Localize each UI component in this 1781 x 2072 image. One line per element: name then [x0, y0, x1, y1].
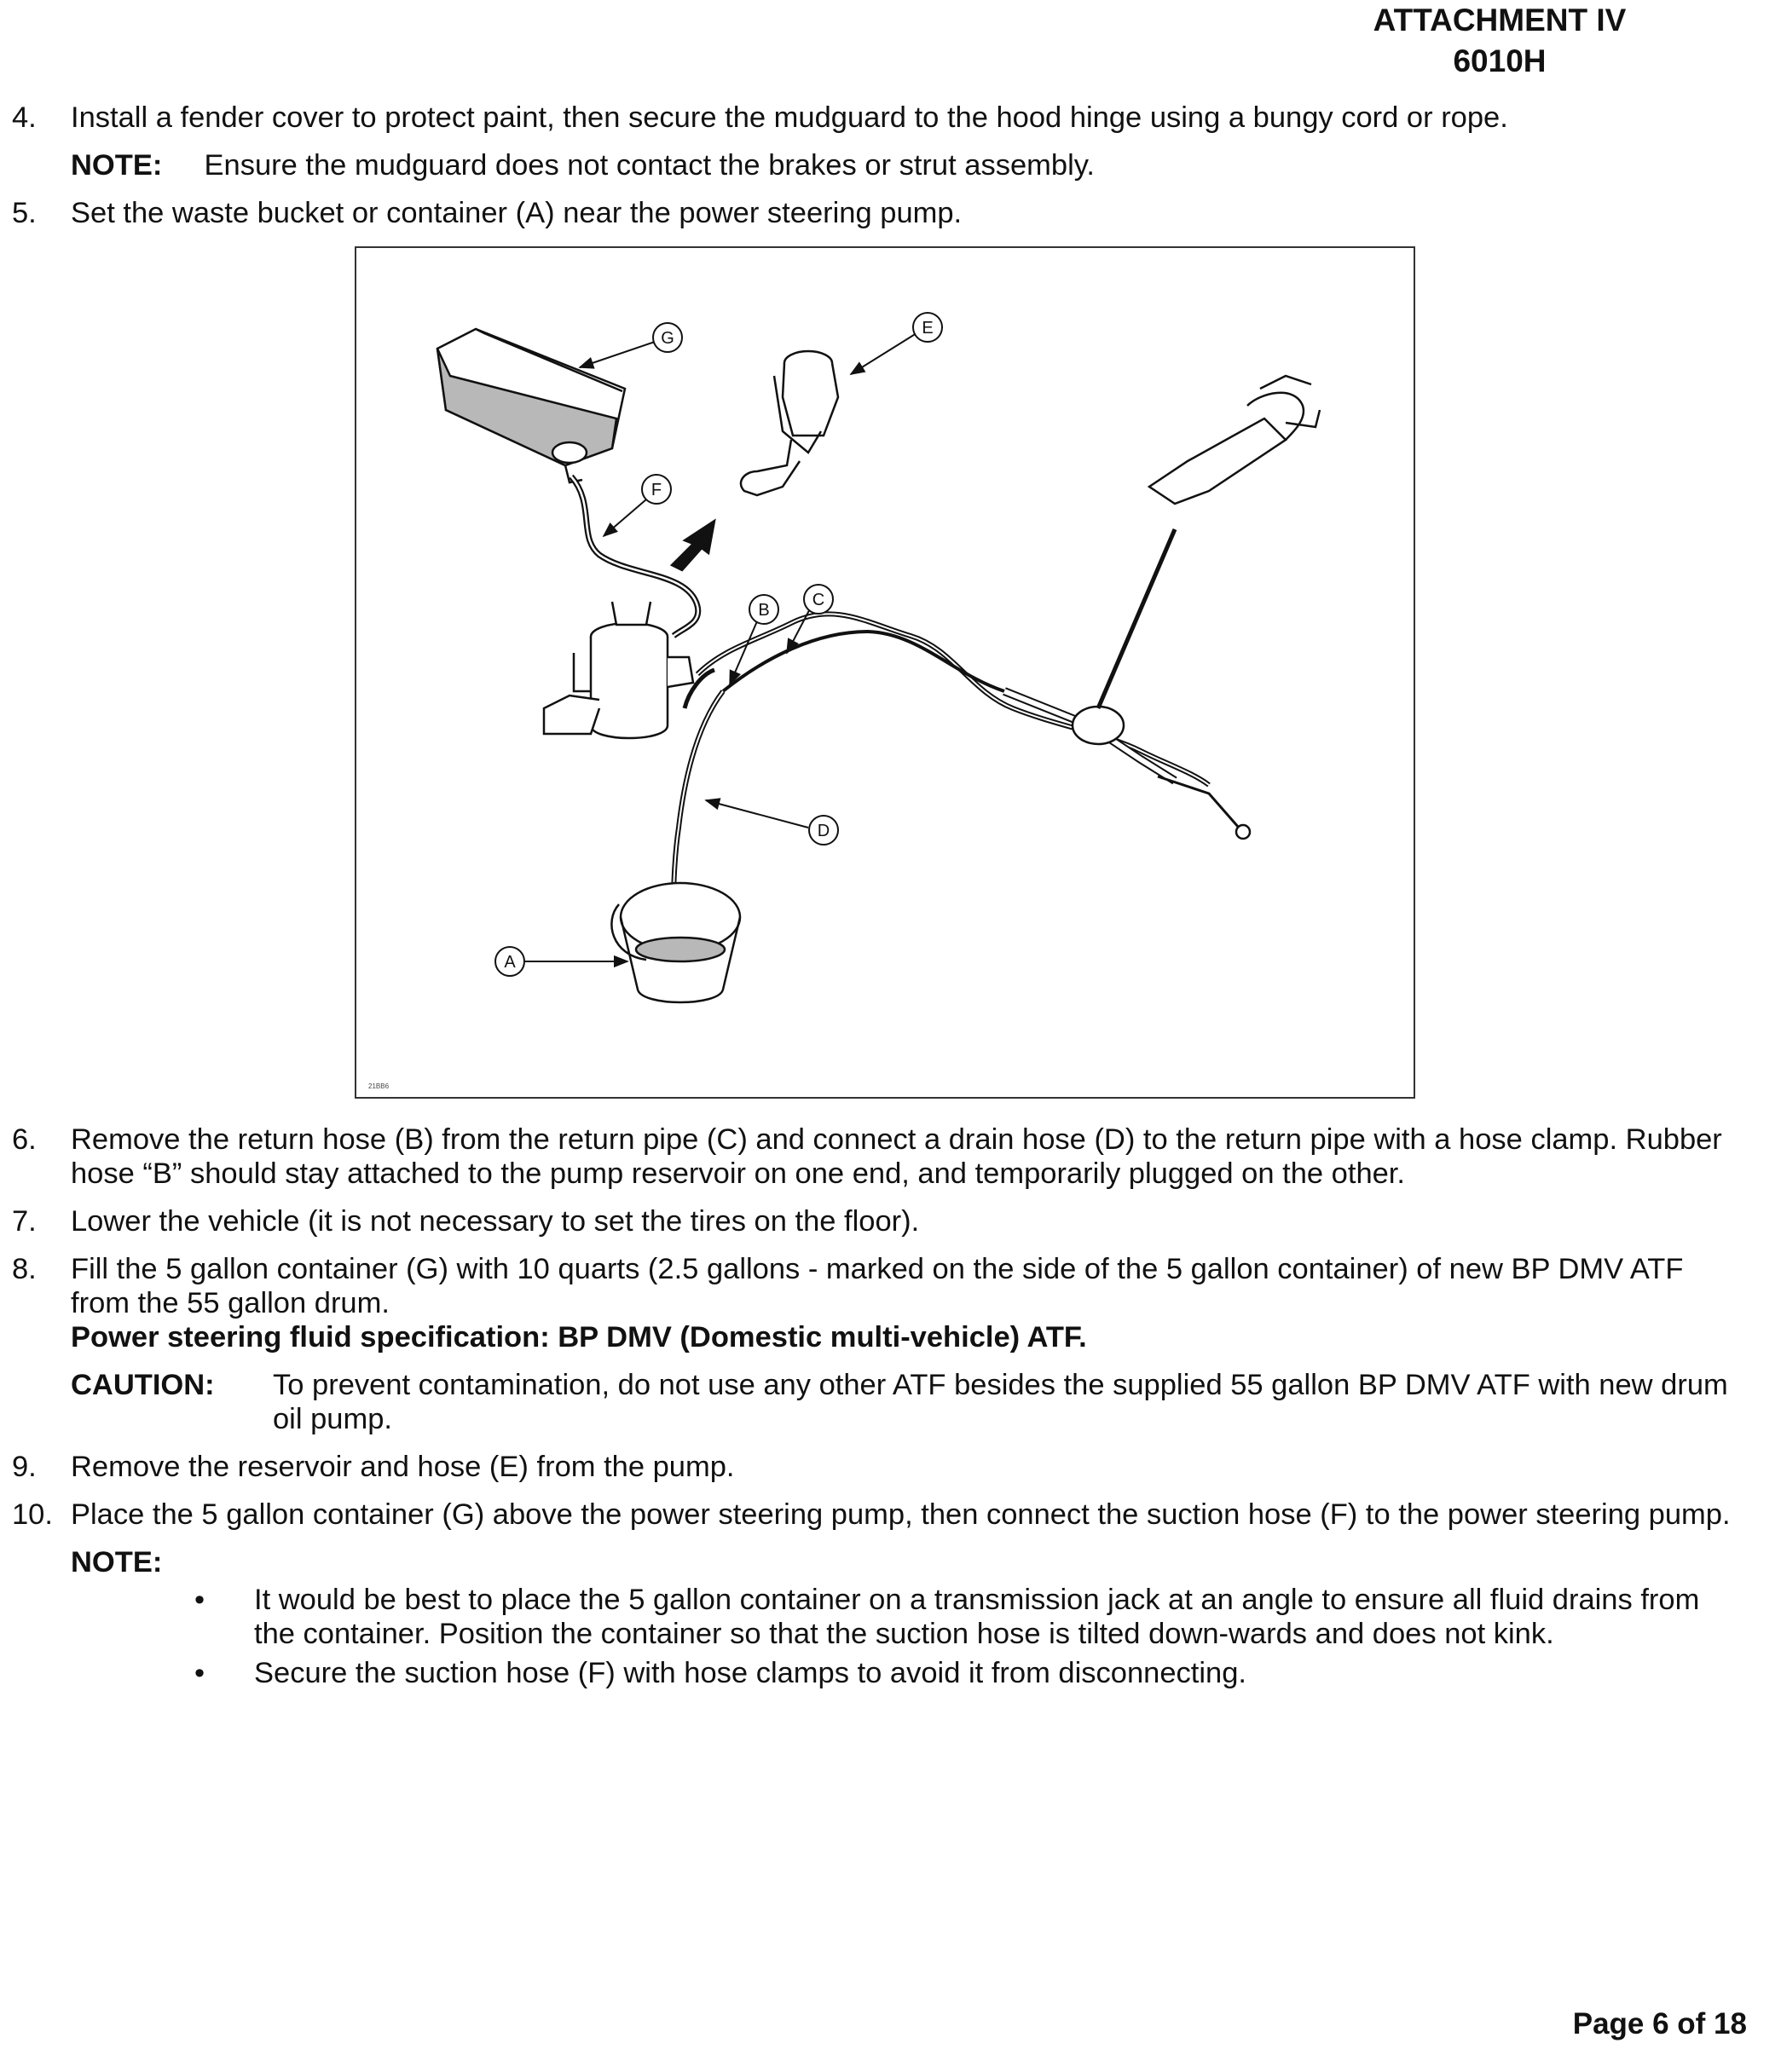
step-10-note-label: NOTE:: [71, 1546, 163, 1579]
step-text: Set the waste bucket or container (A) near the power steering pump.: [71, 197, 963, 229]
step-number: 9.: [12, 1451, 37, 1483]
bullet-text: Secure the suction hose (F) with hose clamps to avoid it from disconnecting.: [254, 1657, 1246, 1689]
list-item: [194, 1583, 1747, 1651]
note-text: Ensure the mudguard does not contact the brakes or strut assembly.: [204, 149, 1096, 182]
document-code: 6010H: [1453, 43, 1547, 78]
step-9: [0, 1450, 1781, 1484]
power-steering-diagram: [355, 246, 1415, 1099]
bullet-icon: •: [194, 1584, 205, 1616]
figure-code: 21BB6: [368, 1082, 390, 1090]
waste-bucket-a: [611, 883, 740, 1002]
diagram-illustration: [356, 248, 1414, 1097]
callout-d: D: [817, 822, 830, 840]
step-number: 7.: [12, 1205, 37, 1238]
step-10-note-bullets: [0, 1583, 1781, 1690]
callout-c: C: [812, 591, 825, 609]
step-6: [0, 1123, 1781, 1191]
callout-f: F: [651, 481, 662, 499]
document-header: [1321, 0, 1679, 82]
callout-b: B: [758, 601, 770, 620]
page-content: [0, 101, 1781, 1690]
step-text: Fill the 5 gallon container (G) with 10 quarts (2.5 gallons - marked on the side of the 5 gallon container) of new BP DMV ATF from the 55 gallon drum.: [71, 1253, 1684, 1319]
callout-a: A: [504, 953, 516, 972]
step-8-caution: [0, 1368, 1781, 1436]
step-5: [0, 196, 1781, 230]
step-number: 10.: [12, 1498, 53, 1531]
list-item: [194, 1656, 1747, 1690]
step-4-note: [0, 148, 1781, 182]
bullet-text: It would be best to place the 5 gallon container on a transmission jack at an angle to ensure all fluid drains from the container. Position the container so that the suction hose is tilted down-wards and does not kink.: [254, 1584, 1700, 1650]
step-text: Lower the vehicle (it is not necessary to set the tires on the floor).: [71, 1205, 920, 1238]
step-4: [0, 101, 1781, 135]
step-text: Install a fender cover to protect paint, then secure the mudguard to the hood hinge using a bungy cord or rope.: [71, 101, 1508, 134]
fluid-specification: Power steering fluid specification: BP DMV (Domestic multi-vehicle) ATF.: [71, 1321, 1087, 1353]
note-label: NOTE:: [71, 149, 163, 182]
caution-text: To prevent contamination, do not use any other ATF besides the supplied 55 gallon BP DMV ATF with new drum oil pump.: [273, 1369, 1728, 1435]
direction-arrow: [672, 521, 714, 570]
fluid-container-g: [437, 329, 625, 482]
reservoir-e: [741, 351, 838, 495]
attachment-title: ATTACHMENT IV: [1373, 3, 1627, 38]
callout-g: G: [661, 329, 674, 348]
page-number: Page 6 of 18: [1572, 2007, 1747, 2040]
step-7: [0, 1204, 1781, 1238]
caution-label: CAUTION:: [71, 1369, 215, 1401]
step-text: Place the 5 gallon container (G) above the power steering pump, then connect the suction hose (F) to the power steering pump.: [71, 1498, 1731, 1531]
step-10: [0, 1498, 1781, 1532]
step-8: [0, 1252, 1781, 1320]
step-number: 4.: [12, 101, 37, 134]
step-text: Remove the reservoir and hose (E) from the pump.: [71, 1451, 735, 1483]
step-number: 6.: [12, 1123, 37, 1156]
callout-e: E: [922, 319, 934, 338]
step-number: 8.: [12, 1253, 37, 1285]
step-text: Remove the return hose (B) from the return pipe (C) and connect a drain hose (D) to the return pipe with a hose clamp. Rubber hose “B” should stay attached to the pump reservoir on one end, and temporarily plugged on the other.: [71, 1123, 1722, 1190]
bullet-icon: •: [194, 1657, 205, 1689]
step-number: 5.: [12, 197, 37, 229]
